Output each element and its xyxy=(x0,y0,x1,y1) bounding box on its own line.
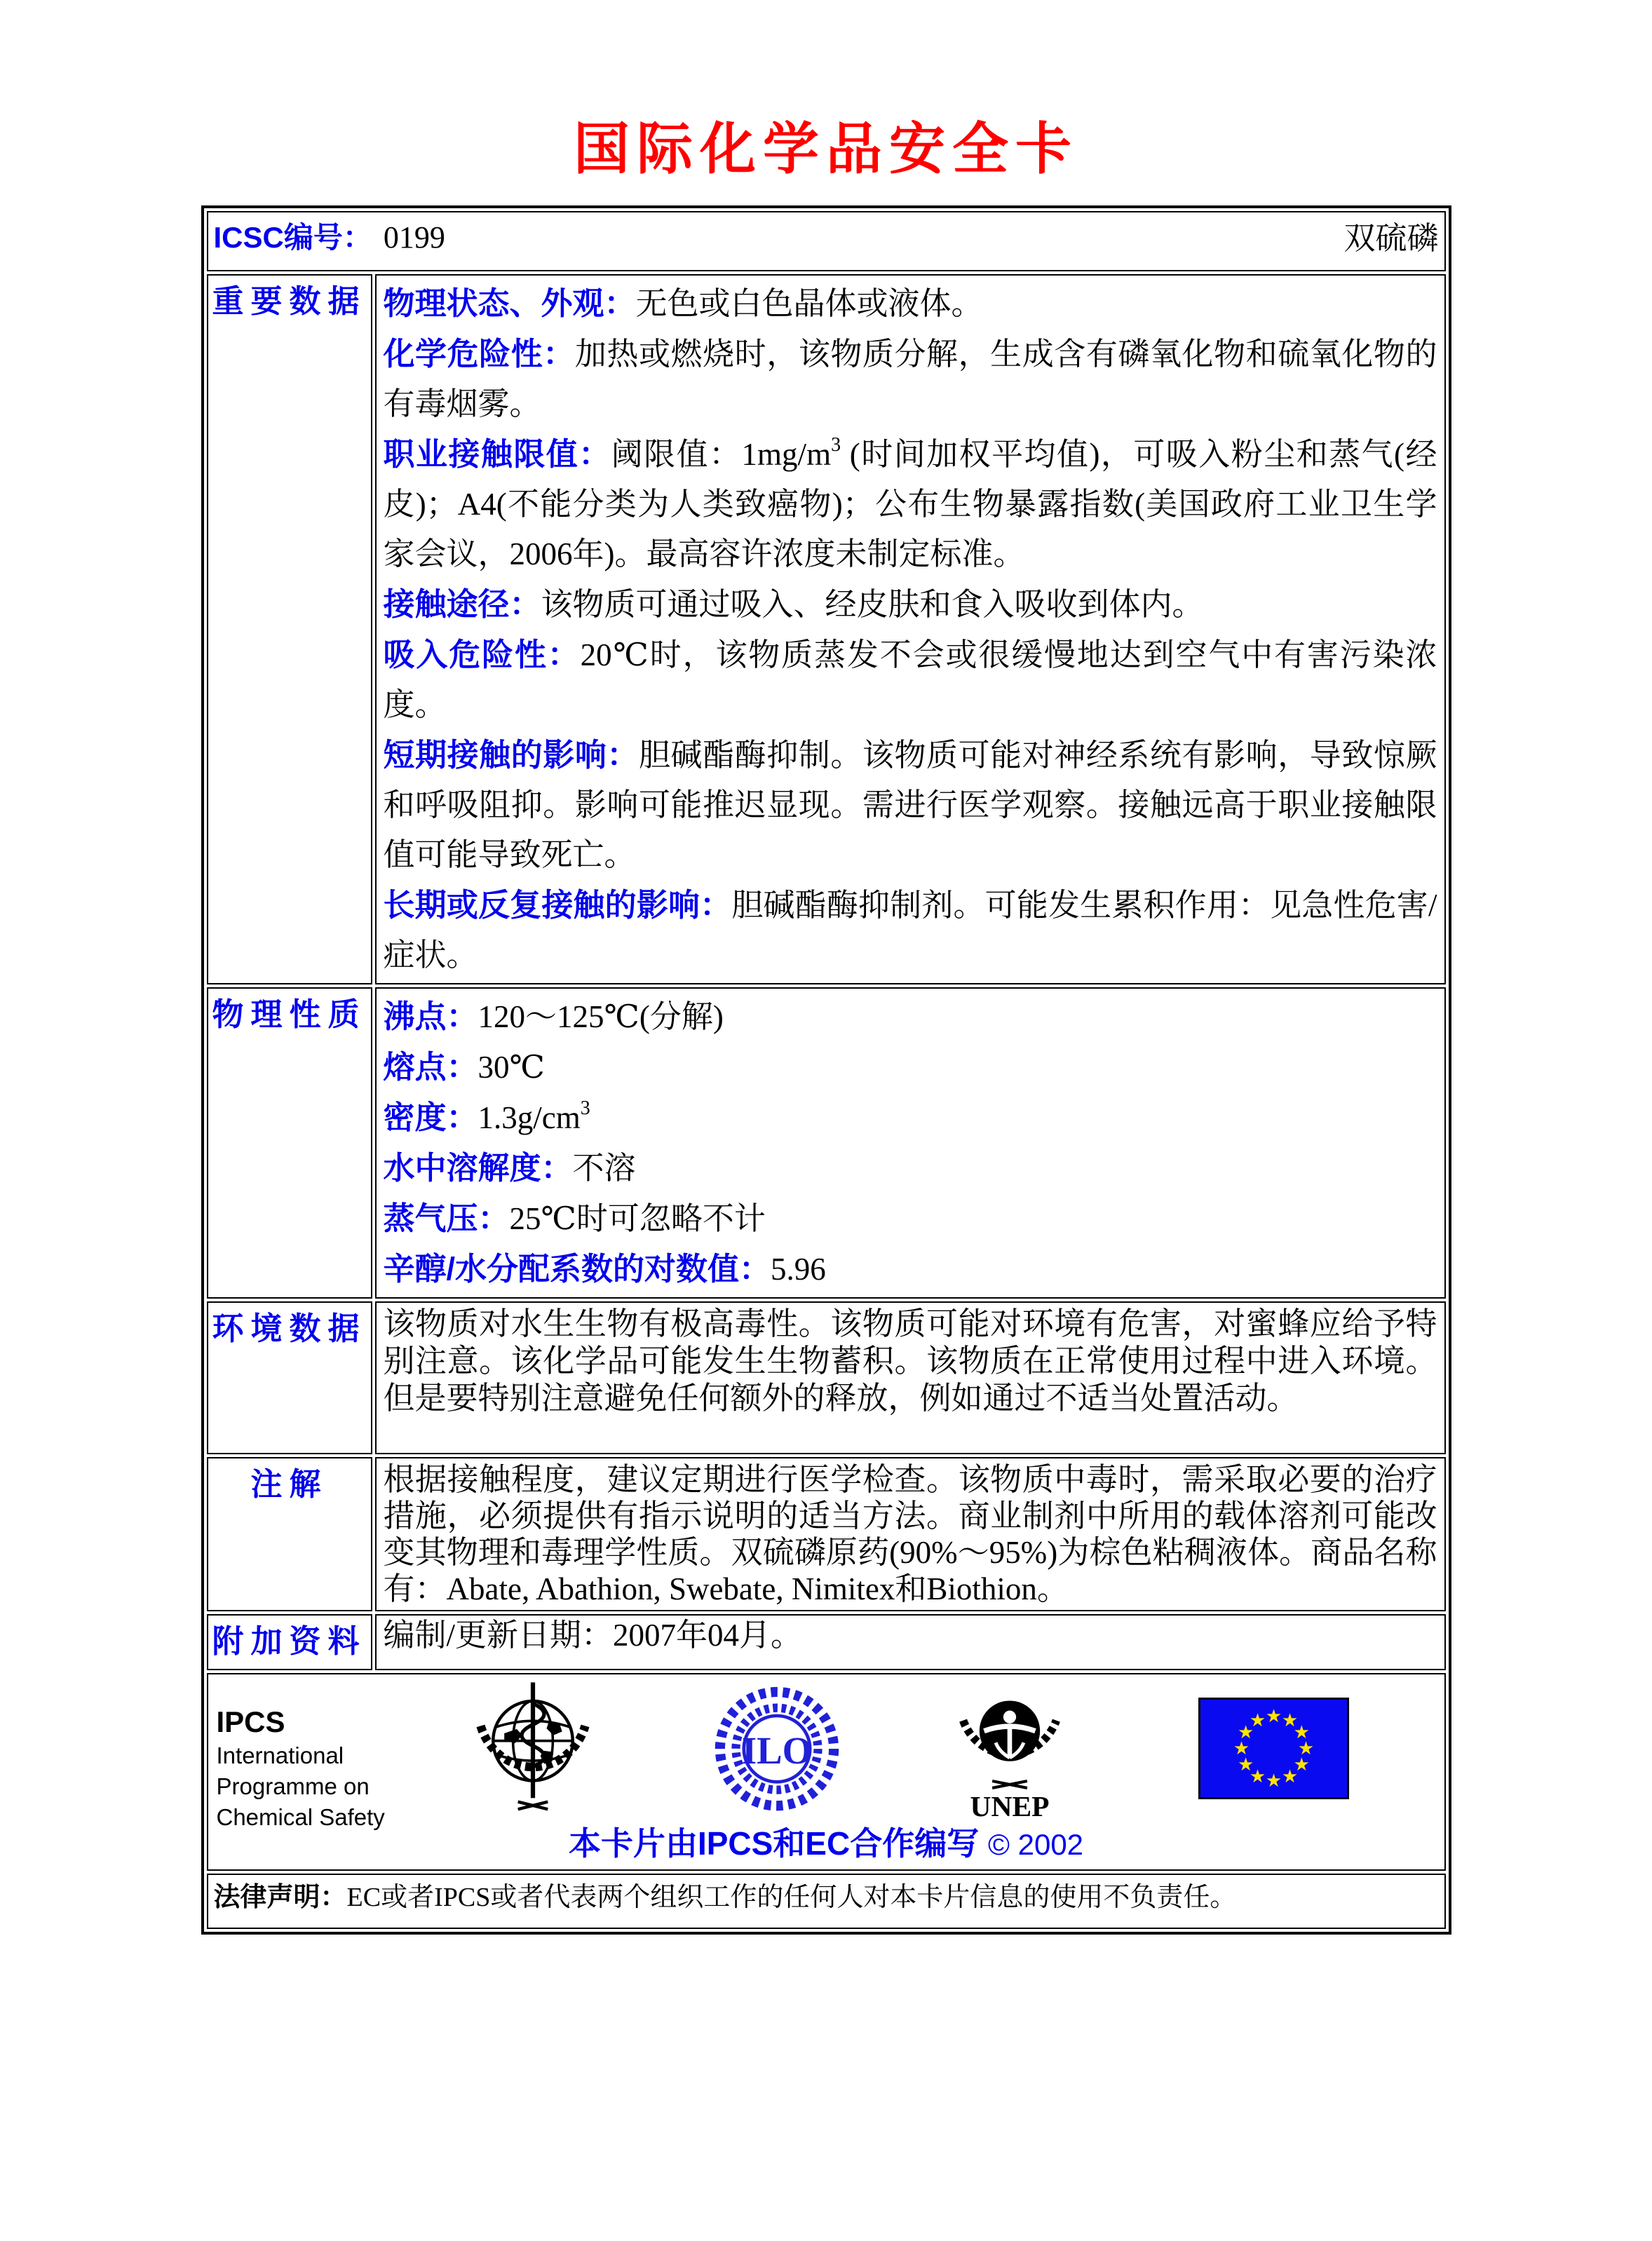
superscript: 3 xyxy=(831,434,841,456)
entry-melting-point xyxy=(384,1042,1437,1092)
svg-text:★: ★ xyxy=(1297,1738,1314,1759)
legal-row xyxy=(207,1874,1446,1929)
physical-properties-content xyxy=(375,987,1446,1299)
entry-value: 25℃时可忽略不计 xyxy=(509,1201,766,1236)
ilo-label: ILO xyxy=(741,1728,812,1772)
ipcs-line: Chemical Safety xyxy=(216,1804,385,1830)
entry-label: 化学危险性： xyxy=(383,336,575,372)
entry-inhalation-risk xyxy=(384,630,1437,730)
important-data-row xyxy=(207,274,1446,984)
header-row xyxy=(207,211,1446,271)
entry-chemical-danger xyxy=(384,329,1437,429)
footer-cell xyxy=(207,1673,1446,1871)
entry-text: (时间加权平均值)，可吸入粉尘和蒸气(经皮)；A4(不能分类为人类致癌物)；公布生物暴露指数(美国政府工业卫生学家会议，2006年)。最高容许浓度未制定标准。 xyxy=(383,437,1437,571)
entry-occupational-limits xyxy=(384,429,1437,579)
entry-label: 吸入危险性： xyxy=(383,637,581,672)
header-cell xyxy=(207,211,1446,271)
entry-density xyxy=(384,1092,1437,1143)
ipcs-line: International xyxy=(216,1742,344,1768)
entry-text: 无色或白色晶体或液体。 xyxy=(635,286,983,321)
ipcs-line: Programme on xyxy=(216,1773,370,1799)
entry-label: 辛醇/水分配系数的对数值： xyxy=(383,1251,771,1287)
entry-text: 加热或燃烧时，该物质分解，生成含有磷氧化物和硫氧化物的有毒烟雾。 xyxy=(383,337,1437,421)
entry-label: 接触途径： xyxy=(383,586,541,622)
entry-label: 密度： xyxy=(383,1099,478,1135)
entry-label: 长期或反复接触的影响： xyxy=(383,887,732,923)
entry-text: 20℃时，该物质蒸发不会或很缓慢地达到空气中有害污染浓度。 xyxy=(383,637,1437,722)
entry-label: 熔点： xyxy=(383,1049,478,1085)
entry-text: 阈限值：1mg/m xyxy=(611,437,832,472)
entry-value: 不溶 xyxy=(572,1151,636,1186)
entry-long-term-effects xyxy=(384,880,1437,980)
entry-text: 该物质可通过吸入、经皮肤和食入吸收到体内。 xyxy=(541,587,1204,622)
unep-label: UNEP xyxy=(970,1789,1049,1822)
icsc-number xyxy=(214,215,445,257)
svg-text:★: ★ xyxy=(1237,1722,1254,1743)
svg-text:★: ★ xyxy=(1237,1754,1254,1775)
svg-text:★: ★ xyxy=(1281,1710,1298,1731)
entry-label: 沸点： xyxy=(383,998,478,1034)
entry-value: 120～125℃(分解) xyxy=(478,999,724,1034)
environmental-data-content xyxy=(375,1301,1446,1454)
chemical-name: 双硫磷 xyxy=(1343,221,1439,256)
entry-short-term-effects xyxy=(384,730,1437,880)
environmental-data-text: 该物质对水生生物有极高毒性。该物质可能对环境有危害，对蜜蜂应给予特别注意。该化学品可能发生生物蓄积。该物质在正常使用过程中进入环境。但是要特别注意避免任何额外的释放，例如通过不适当处置活动。 xyxy=(383,1306,1437,1416)
svg-text:★: ★ xyxy=(1233,1738,1250,1759)
entry-octanol-water xyxy=(384,1244,1437,1294)
svg-text:★: ★ xyxy=(1265,1706,1282,1727)
entry-physical-state xyxy=(384,278,1437,329)
notes-text: 根据接触程度，建议定期进行医学检查。该物质中毒时，需采取必要的治疗措施，必须提供有指示说明的适当方法。商业制剂中所用的载体溶剂可能改变其物理和毒理学性质。双硫磷原药(90%～95%)为棕色粘稠液体。商品名称有：Abate, Abathion, Swebate, Nimitex和Biothion。 xyxy=(383,1462,1437,1606)
legal-cell xyxy=(207,1874,1446,1929)
entry-label: 短期接触的影响： xyxy=(383,737,639,773)
unep-logo-icon xyxy=(952,1677,1068,1823)
ilo-logo-icon xyxy=(710,1680,844,1820)
row-label-additional-info: 附加资料 xyxy=(207,1614,372,1670)
entry-label: 物理状态、外观： xyxy=(383,285,636,321)
svg-text:★: ★ xyxy=(1281,1766,1298,1787)
logo-row xyxy=(208,1674,1444,1830)
entry-label: 职业接触限值： xyxy=(383,436,611,472)
notes-content xyxy=(375,1457,1446,1611)
environmental-data-row xyxy=(207,1301,1446,1454)
svg-text:★: ★ xyxy=(1293,1722,1310,1743)
credit-line xyxy=(208,1823,1444,1865)
entry-label: 蒸气压： xyxy=(383,1200,510,1236)
ipcs-block xyxy=(217,1704,385,1833)
ipcs-title: IPCS xyxy=(216,1705,285,1738)
entry-water-solubility xyxy=(384,1143,1437,1193)
entry-value: 1.3g/cm xyxy=(478,1100,581,1135)
svg-text:★: ★ xyxy=(1249,1766,1266,1787)
footer-row xyxy=(207,1673,1446,1871)
legal-text: EC或者IPCS或者代表两个组织工作的任何人对本卡片信息的使用不负责任。 xyxy=(346,1883,1237,1912)
additional-info-content xyxy=(375,1614,1446,1670)
row-label-physical-properties: 物理性质 xyxy=(207,987,372,1299)
entry-boiling-point xyxy=(384,991,1437,1042)
entry-text: 胆碱酯酶抑制。该物质可能对神经系统有影响，导致惊厥和呼吸阻抑。影响可能推迟显现。需进行医学观察。接触远高于职业接触限值可能导致死亡。 xyxy=(383,738,1437,872)
credit-text: 本卡片由IPCS和EC合作编写 xyxy=(568,1825,980,1862)
entry-text: 胆碱酯酶抑制剂。可能发生累积作用：见急性危害/症状。 xyxy=(383,888,1437,973)
copyright-text: © 2002 xyxy=(987,1828,1084,1861)
entry-vapor-pressure xyxy=(384,1193,1437,1244)
additional-info-text: 编制/更新日期：2007年04月。 xyxy=(383,1618,803,1653)
row-label-notes: 注解 xyxy=(207,1457,372,1611)
notes-row xyxy=(207,1457,1446,1611)
page-title: 国际化学品安全卡 xyxy=(574,119,1078,181)
who-logo-icon xyxy=(464,1679,602,1822)
eu-flag-icon xyxy=(1198,1698,1349,1799)
row-label-important-data: 重要数据 xyxy=(207,274,372,984)
icsc-number-label: ICSC编号： xyxy=(213,220,372,254)
svg-text:★: ★ xyxy=(1265,1771,1282,1792)
legal-label: 法律声明： xyxy=(213,1883,347,1912)
important-data-content xyxy=(375,274,1446,984)
entry-label: 水中溶解度： xyxy=(383,1150,573,1186)
superscript: 3 xyxy=(580,1097,590,1119)
physical-properties-row xyxy=(207,987,1446,1299)
entry-value: 30℃ xyxy=(478,1050,545,1085)
icsc-card-table xyxy=(201,205,1451,1935)
entry-exposure-routes xyxy=(384,579,1437,630)
svg-text:★: ★ xyxy=(1293,1754,1310,1775)
row-label-environmental-data: 环境数据 xyxy=(207,1301,372,1454)
entry-value: 5.96 xyxy=(771,1252,826,1287)
icsc-number-value: 0199 xyxy=(383,219,445,255)
additional-info-row xyxy=(207,1614,1446,1670)
svg-text:★: ★ xyxy=(1249,1710,1266,1731)
